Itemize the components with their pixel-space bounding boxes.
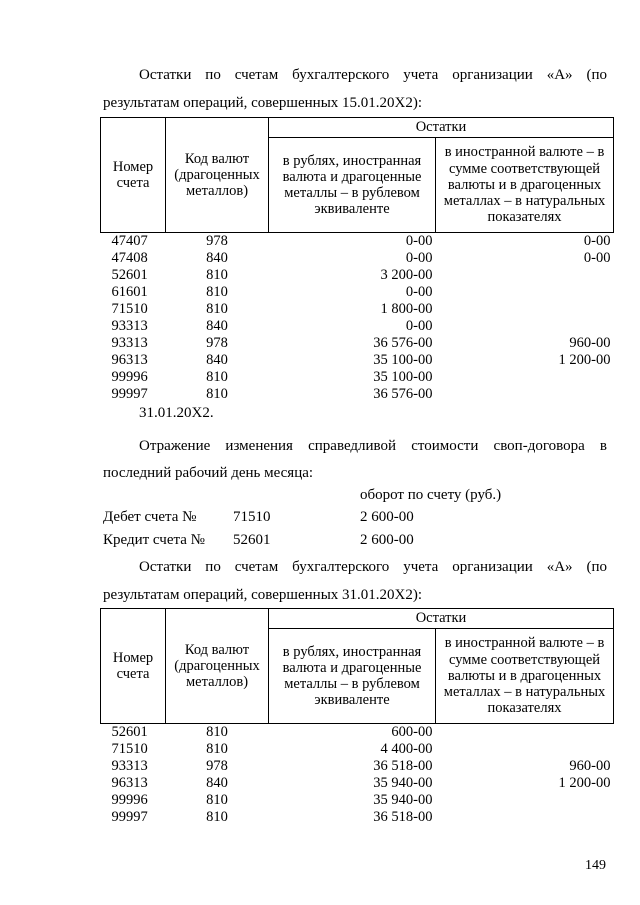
fx-balance-cell: 0-00 bbox=[583, 250, 611, 267]
credit-label: Кредит счета № bbox=[103, 532, 205, 548]
rub-balance-cell: 36 576-00 bbox=[373, 386, 433, 403]
currency-code-cell: 810 bbox=[206, 809, 228, 826]
reflection-line-1: Отражение изменения справедливой стоимости своп-договора в bbox=[139, 438, 607, 454]
intro-line-2: результатам операций, совершенных 15.01.20Х2): bbox=[103, 95, 423, 111]
table-row bbox=[101, 335, 614, 352]
account-cell: 96313 bbox=[111, 775, 148, 792]
rub-balance-cell: 0-00 bbox=[269, 233, 436, 251]
currency-code-cell: 810 bbox=[206, 267, 228, 284]
header-account: Номер счета bbox=[101, 609, 166, 724]
currency-code-cell: 840 bbox=[206, 250, 228, 267]
table-row bbox=[101, 741, 614, 758]
date-line: 31.01.20Х2. bbox=[139, 405, 214, 421]
header-balances: Остатки bbox=[269, 609, 614, 629]
account-cell: 99996 bbox=[111, 792, 148, 809]
account-cell: 96313 bbox=[111, 352, 148, 369]
fx-balance-cell bbox=[436, 318, 614, 335]
table-row bbox=[101, 318, 614, 335]
fx-balance-cell bbox=[436, 284, 614, 301]
fx-balance-cell bbox=[436, 301, 614, 318]
credit-account: 52601 bbox=[233, 532, 271, 548]
header-account: Номер счета bbox=[101, 118, 166, 233]
fx-balance-cell bbox=[436, 809, 614, 826]
table-row bbox=[101, 352, 614, 369]
rub-balance-cell: 36 518-00 bbox=[373, 758, 433, 775]
currency-code-cell: 810 bbox=[206, 301, 228, 318]
account-cell: 99997 bbox=[111, 386, 148, 403]
account-cell: 99996 bbox=[111, 369, 148, 386]
intro2-line-2: результатам операций, совершенных 31.01.20Х2): bbox=[103, 587, 423, 603]
table-row bbox=[101, 758, 614, 775]
header-currency-code: Код валют (драгоценных металлов) bbox=[166, 118, 269, 233]
table-row bbox=[101, 233, 614, 251]
table-1-body bbox=[101, 233, 614, 404]
credit-amount: 2 600-00 bbox=[360, 532, 414, 548]
account-cell: 93313 bbox=[111, 335, 148, 352]
table-row bbox=[101, 775, 614, 792]
currency-code-cell: 840 bbox=[206, 318, 228, 335]
header-currency-code: Код валют (драгоценных металлов) bbox=[166, 609, 269, 724]
fx-balance-cell: 1 200-00 bbox=[558, 352, 611, 369]
table-row bbox=[101, 284, 614, 301]
rub-balance-cell: 600-00 bbox=[269, 724, 436, 742]
account-cell: 61601 bbox=[111, 284, 148, 301]
debit-amount: 2 600-00 bbox=[360, 509, 414, 525]
account-cell: 47407 bbox=[101, 233, 166, 251]
fx-balance-cell bbox=[436, 724, 614, 742]
account-cell: 71510 bbox=[111, 301, 148, 318]
turnover-header: оборот по счету (руб.) bbox=[360, 487, 502, 503]
fx-balance-cell bbox=[436, 386, 614, 403]
table-row bbox=[101, 267, 614, 284]
rub-balance-cell: 0-00 bbox=[405, 250, 433, 267]
debit-label: Дебет счета № bbox=[103, 509, 197, 525]
rub-balance-cell: 35 100-00 bbox=[373, 352, 433, 369]
currency-code-cell: 840 bbox=[206, 352, 228, 369]
fx-balance-cell: 1 200-00 bbox=[558, 775, 611, 792]
header-fx: в иностранной валюте – в сумме соответствующей валюты и в драгоценных металлах – в натуральных показателях bbox=[436, 629, 614, 724]
rub-balance-cell: 1 800-00 bbox=[380, 301, 433, 318]
header-rub: в рублях, иностранная валюта и драгоценные металлы – в рублевом эквиваленте bbox=[269, 138, 436, 233]
currency-code-cell: 978 bbox=[166, 233, 269, 251]
currency-code-cell: 810 bbox=[206, 369, 228, 386]
reflection-line-2: последний рабочий день месяца: bbox=[103, 465, 314, 481]
balances-table-2 bbox=[100, 608, 614, 826]
balances-table-1 bbox=[100, 117, 614, 403]
table-row bbox=[101, 369, 614, 386]
table-row bbox=[101, 301, 614, 318]
currency-code-cell: 840 bbox=[206, 775, 228, 792]
account-cell: 71510 bbox=[111, 741, 148, 758]
currency-code-cell: 810 bbox=[166, 724, 269, 742]
header-fx: в иностранной валюте – в сумме соответствующей валюты и в драгоценных металлах – в натуральных показателях bbox=[436, 138, 614, 233]
intro2-line-1: Остатки по счетам бухгалтерского учета организации «А» (по bbox=[139, 559, 607, 575]
debit-account: 71510 bbox=[233, 509, 271, 525]
currency-code-cell: 810 bbox=[206, 386, 228, 403]
rub-balance-cell: 35 100-00 bbox=[373, 369, 433, 386]
account-cell: 47408 bbox=[111, 250, 148, 267]
account-cell: 93313 bbox=[111, 318, 148, 335]
rub-balance-cell: 35 940-00 bbox=[373, 792, 433, 809]
rub-balance-cell: 35 940-00 bbox=[373, 775, 433, 792]
table-row bbox=[101, 250, 614, 267]
currency-code-cell: 978 bbox=[206, 335, 228, 352]
rub-balance-cell: 0-00 bbox=[405, 318, 433, 335]
currency-code-cell: 810 bbox=[206, 741, 228, 758]
table-row bbox=[101, 386, 614, 403]
rub-balance-cell: 36 576-00 bbox=[373, 335, 433, 352]
account-cell: 52601 bbox=[101, 724, 166, 742]
fx-balance-cell bbox=[436, 741, 614, 758]
table-row bbox=[101, 809, 614, 826]
rub-balance-cell: 0-00 bbox=[405, 284, 433, 301]
fx-balance-cell bbox=[436, 369, 614, 386]
rub-balance-cell: 36 518-00 bbox=[373, 809, 433, 826]
fx-balance-cell bbox=[436, 792, 614, 809]
currency-code-cell: 978 bbox=[206, 758, 228, 775]
account-cell: 52601 bbox=[111, 267, 148, 284]
table-row bbox=[101, 792, 614, 809]
rub-balance-cell: 4 400-00 bbox=[380, 741, 433, 758]
account-cell: 93313 bbox=[111, 758, 148, 775]
currency-code-cell: 810 bbox=[206, 284, 228, 301]
header-rub: в рублях, иностранная валюта и драгоценные металлы – в рублевом эквиваленте bbox=[269, 629, 436, 724]
page-number: 149 bbox=[585, 858, 606, 873]
fx-balance-cell: 0-00 bbox=[436, 233, 614, 251]
table-2-body bbox=[101, 724, 614, 827]
rub-balance-cell: 3 200-00 bbox=[380, 267, 433, 284]
account-cell: 99997 bbox=[111, 809, 148, 826]
fx-balance-cell: 960-00 bbox=[569, 335, 611, 352]
table-row bbox=[101, 724, 614, 742]
fx-balance-cell: 960-00 bbox=[569, 758, 611, 775]
fx-balance-cell bbox=[436, 267, 614, 284]
currency-code-cell: 810 bbox=[206, 792, 228, 809]
intro-line-1: Остатки по счетам бухгалтерского учета организации «А» (по bbox=[139, 67, 607, 83]
header-balances: Остатки bbox=[269, 118, 614, 138]
